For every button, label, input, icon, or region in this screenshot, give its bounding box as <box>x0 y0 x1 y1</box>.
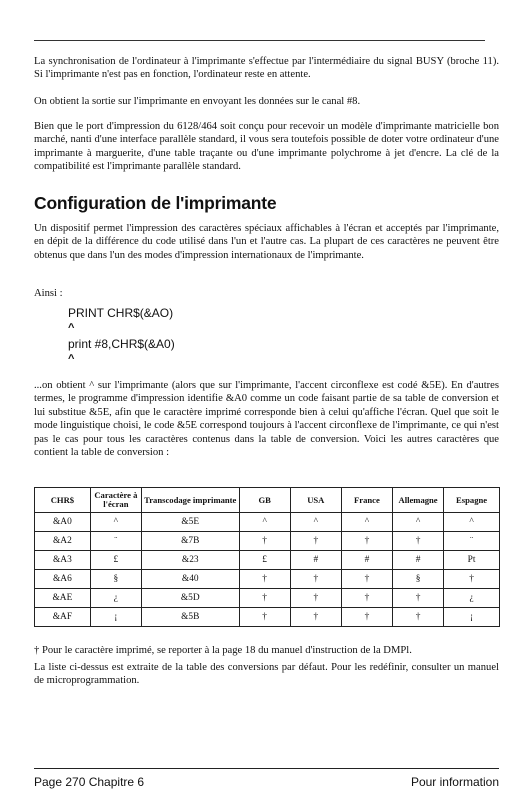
table-cell: # <box>341 551 392 570</box>
table-cell: &40 <box>141 570 239 589</box>
table-cell: † <box>239 589 290 608</box>
table-cell: † <box>393 608 444 627</box>
caret-2: ^ <box>68 353 75 365</box>
table-cell: &5B <box>141 608 239 627</box>
header-chr: CHR$ <box>35 488 91 513</box>
code-line-2: print #8,CHR$(&A0) <box>68 337 175 351</box>
header-allemagne: Allemagne <box>393 488 444 513</box>
table-cell: ¨ <box>444 532 500 551</box>
paragraph-busy: La synchronisation de l'ordinateur à l'imprimante s'effectue par l'intermédiaire du signal BUSY (broche 11). Si l'imprimante n'est pas en fonction, l'ordinateur reste en attente. <box>34 56 499 81</box>
footer-section: Pour information <box>410 775 499 789</box>
table-cell: &5D <box>141 589 239 608</box>
paragraph-conversion: ...on obtient ^ sur l'imprimante (alors que sur l'imprimante, l'accent circonflexe est codé &5E). En d'autres termes, le programme d'impression identifie &A0 comme un code faisant partie de sa table de conversion et lui substitue &5E, afin que le caractère imprimé corresponde bien à celui qu'affiche l'écran. Quel que soit le mode linguistique choisi, le code &5E correspond toujours à l'accent circonflexe de l'imprimante, ce qui n'est pas le cas pour tous les caractères contenus dans la table de conversion. Voici les autres caractères que contient la table de conversion : <box>34 380 499 459</box>
header-france: France <box>341 488 392 513</box>
table-cell: &AF <box>35 608 91 627</box>
conversion-table-header <box>35 488 500 513</box>
paragraph-port: Bien que le port d'impression du 6128/464 soit conçu pour recevoir un modèle d'imprimante matricielle bon marché, nanti d'une interface parallèle standard, il vous sera toutefois possible de doter votre ordinateur d'une imprimante à marguerite, d'une table traçante ou d'une imprimante polychrome à jet d'encre. La clé de la compatibilité est l'imprimante parallèle standard. <box>34 121 499 173</box>
table-cell: † <box>444 570 500 589</box>
top-rule <box>34 40 485 41</box>
paragraph-dispositif: Un dispositif permet l'impression des caractères spéciaux affichables à l'écran et acceptés par l'imprimante, en dépit de la différence du code utilisé dans l'un et l'autre cas. La plupart de ces caractères ne peuvent être obtenus que dans l'un des modes d'impression internationaux de l'imprimante. <box>34 223 499 261</box>
table-row <box>35 570 500 589</box>
table-cell: ^ <box>90 513 141 532</box>
table-cell: &A2 <box>35 532 91 551</box>
header-gb: GB <box>239 488 290 513</box>
table-cell: &7B <box>141 532 239 551</box>
table-cell: ^ <box>290 513 341 532</box>
table-cell: Pt <box>444 551 500 570</box>
table-cell: ¿ <box>90 589 141 608</box>
table-row <box>35 608 500 627</box>
footer-page-number: Page 270 Chapitre 6 <box>34 775 145 789</box>
header-espagne: Espagne <box>444 488 500 513</box>
table-cell: ¨ <box>90 532 141 551</box>
table-cell: ¡ <box>444 608 500 627</box>
table-cell: ¡ <box>90 608 141 627</box>
table-cell: ^ <box>393 513 444 532</box>
conversion-table <box>34 487 500 627</box>
table-cell: ¿ <box>444 589 500 608</box>
paragraph-canal: On obtient la sortie sur l'imprimante en envoyant les données sur le canal #8. <box>34 96 361 107</box>
bottom-rule <box>34 768 499 769</box>
table-cell: &A6 <box>35 570 91 589</box>
paragraph-ainsi: Ainsi : <box>34 288 63 299</box>
table-cell: † <box>341 532 392 551</box>
header-usa: USA <box>290 488 341 513</box>
table-cell: † <box>393 589 444 608</box>
table-cell: &A3 <box>35 551 91 570</box>
table-cell: † <box>341 589 392 608</box>
table-cell: &A0 <box>35 513 91 532</box>
table-cell: † <box>290 532 341 551</box>
table-cell: § <box>393 570 444 589</box>
table-cell: &AE <box>35 589 91 608</box>
table-row <box>35 551 500 570</box>
table-cell: &23 <box>141 551 239 570</box>
table-row <box>35 532 500 551</box>
caret-1: ^ <box>68 322 75 334</box>
section-heading: Configuration de l'imprimante <box>34 193 277 213</box>
table-row <box>35 589 500 608</box>
table-cell: £ <box>90 551 141 570</box>
table-cell: † <box>239 608 290 627</box>
header-ecran: Caractère à l'écran <box>90 488 141 513</box>
table-cell: † <box>239 570 290 589</box>
header-transcodage: Transcodage imprimante <box>141 488 239 513</box>
table-row <box>35 513 500 532</box>
table-cell: ^ <box>239 513 290 532</box>
table-cell: † <box>290 608 341 627</box>
table-cell: ^ <box>341 513 392 532</box>
code-line-1: PRINT CHR$(&AO) <box>68 306 174 320</box>
table-cell: † <box>341 608 392 627</box>
table-cell: † <box>239 532 290 551</box>
table-cell: † <box>290 570 341 589</box>
table-cell: § <box>90 570 141 589</box>
table-cell: # <box>393 551 444 570</box>
table-cell: † <box>393 532 444 551</box>
table-cell: ^ <box>444 513 500 532</box>
table-cell: &5E <box>141 513 239 532</box>
table-cell: # <box>290 551 341 570</box>
footnote-dagger: † Pour le caractère imprimé, se reporter à la page 18 du manuel d'instruction de la DMPl. <box>34 645 412 656</box>
paragraph-source-note: La liste ci-dessus est extraite de la table des conversions par défaut. Pour les redéfinir, consulter un manuel de microprogrammation. <box>34 662 499 687</box>
table-cell: £ <box>239 551 290 570</box>
table-cell: † <box>290 589 341 608</box>
table-cell: † <box>341 570 392 589</box>
